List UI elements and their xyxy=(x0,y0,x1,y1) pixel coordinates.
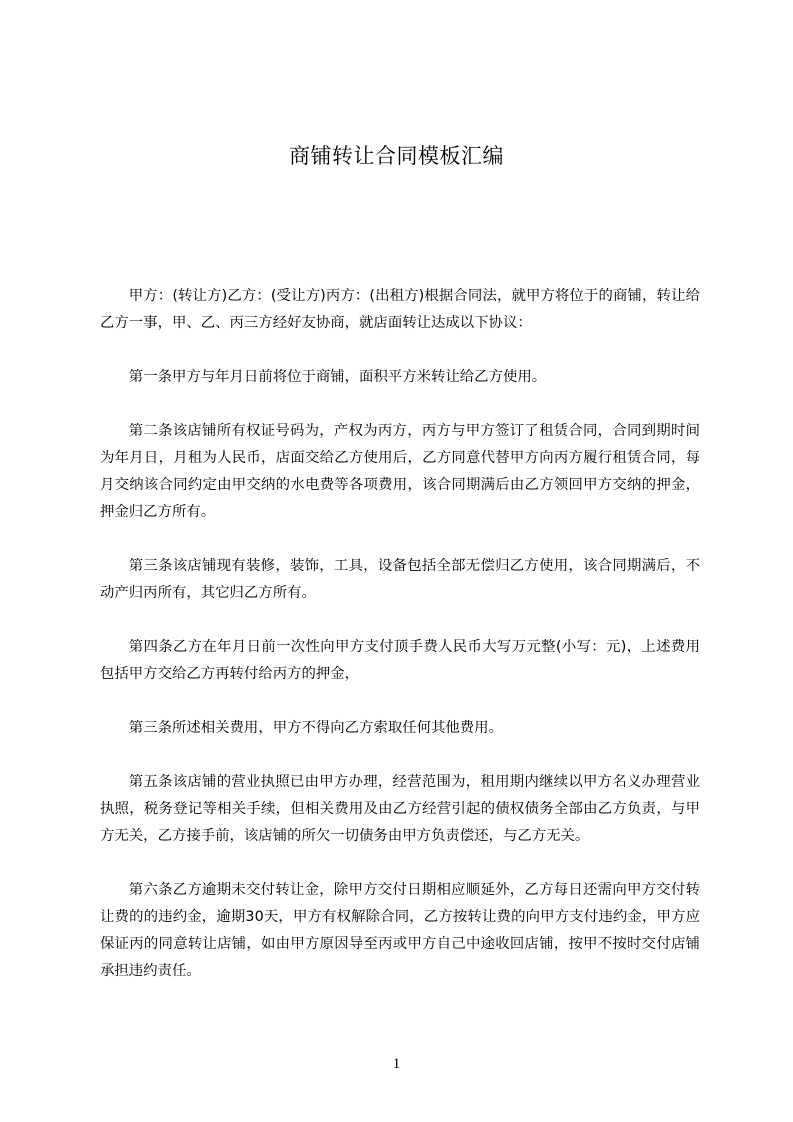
paragraph-article-5: 第五条该店铺的营业执照已由甲方办理，经营范围为，租用期内继续以甲方名义办理营业执照，税务登记等相关手续，但相关费用及由乙方经营引起的债权债务全部由乙方负责，与甲方无关，乙方接手前，该店铺的所欠一切债务由甲方负责偿还，与乙方无关。 xyxy=(100,774,700,844)
paragraph-article-6: 第六条乙方逾期未交付转让金，除甲方交付日期相应顺延外，乙方每日还需向甲方交付转让费的的违约金，逾期30天，甲方有权解除合同，乙方按转让费的向甲方支付违约金，甲方应保证丙的同意转让店铺，如由甲方原因导至丙或甲方自己中途收回店铺，按甲不按时交付店铺承担违约责任。 xyxy=(100,882,700,979)
paragraph-article-2: 第二条该店铺所有权证号码为，产权为丙方，丙方与甲方签订了租赁合同，合同到期时间为年月日，月租为人民币，店面交给乙方使用后，乙方同意代替甲方向丙方履行租赁合同，每月交纳该合同约定由甲交纳的水电费等各项费用，该合同期满后由乙方领回甲方交纳的押金，押金归乙方所有。 xyxy=(100,423,700,520)
paragraph-article-3: 第三条该店铺现有装修，装饰，工具，设备包括全部无偿归乙方使用，该合同期满后，不动产归丙所有，其它归乙方所有。 xyxy=(100,558,700,601)
document-title: 商铺转让合同模板汇编 xyxy=(289,144,504,168)
paragraph-article-4: 第四条乙方在年月日前一次性向甲方支付顶手费人民币大写万元整(小写：元)，上述费用包括甲方交给乙方再转付给丙方的押金， xyxy=(100,639,700,682)
page-number: 1 xyxy=(392,1056,401,1072)
paragraph-article-1: 第一条甲方与年月日前将位于商铺，面积平方米转让给乙方使用。 xyxy=(128,369,547,385)
paragraph-article-3-fees: 第三条所述相关费用，甲方不得向乙方索取任何其他费用。 xyxy=(128,720,503,736)
paragraph-preamble: 甲方：(转让方)乙方：(受让方)丙方：(出租方)根据合同法，就甲方将位于的商铺，转让给乙方一事，甲、乙、丙三方经好友协商，就店面转让达成以下协议： xyxy=(100,288,700,331)
document-body xyxy=(100,283,700,1028)
